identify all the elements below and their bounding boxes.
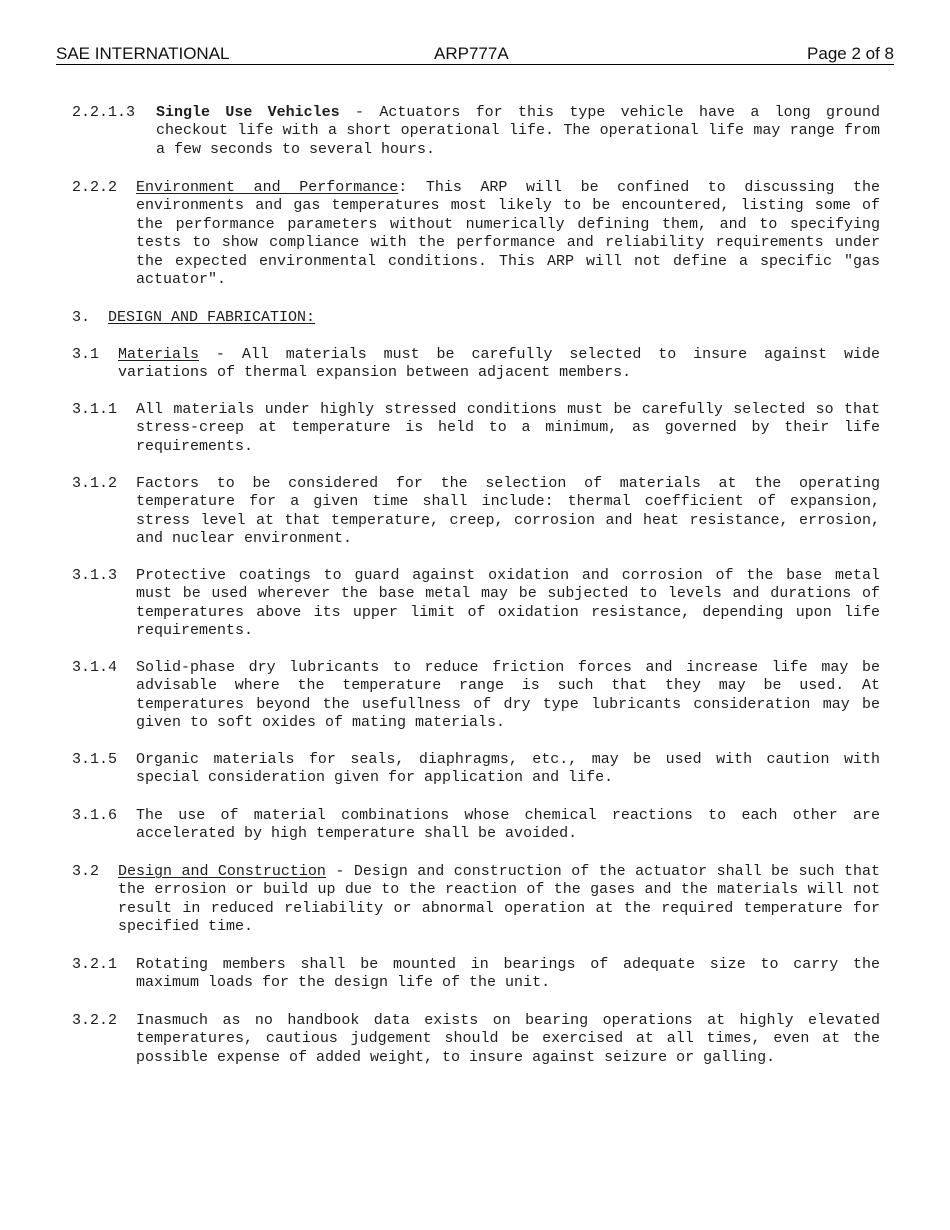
- section-number: 2.2.2: [72, 179, 118, 196]
- section-number: 3.: [72, 309, 91, 326]
- section-text: The use of material combinations whose chemical reactions to each other are accelerated by high temperature shall be avoided.: [136, 807, 880, 843]
- section-title: DESIGN AND FABRICATION:: [108, 309, 316, 326]
- section-title: Single Use Vehicles: [156, 104, 340, 121]
- section-title: Materials: [118, 346, 200, 363]
- section-text: Actuators for this type vehicle have a long ground checkout life with a short operational life. The operational life may range from a few seconds to several hours.: [156, 104, 881, 158]
- section-text: Solid-phase dry lubricants to reduce friction forces and increase life may be advisable where the temperature range is such that they may be used. At temperatures beyond the usefullness of dry type lubricants consideration may be given to soft oxides of mating materials.: [136, 659, 880, 732]
- section-body: Materials - All materials must be carefully selected to insure against wide variations of thermal expansion between adjacent members.: [118, 346, 880, 382]
- header-org: SAE INTERNATIONAL: [56, 44, 230, 63]
- section-number: 3.1: [72, 346, 100, 363]
- section-text: All materials under highly stressed conditions must be carefully selected so that stress-creep at temperature is held to a minimum, as governed by their life requirements.: [136, 401, 880, 455]
- section-number: 3.1.2: [72, 475, 118, 492]
- section-number: 3.1.3: [72, 567, 118, 584]
- section-body: [136, 475, 880, 549]
- section-number: 3.2: [72, 863, 100, 880]
- section-number: 3.1.4: [72, 659, 118, 676]
- section-number: 3.1.5: [72, 751, 118, 768]
- section-body: [108, 309, 880, 327]
- section-text: All materials must be carefully selected to insure against wide variations of thermal expansion between adjacent members.: [118, 346, 880, 382]
- section-title: Design and Construction: [118, 863, 326, 880]
- section-body: Design and Construction - Design and construction of the actuator shall be such that the errosion or build up due to the reaction of the gases and the materials will not result in reduced reliability or abnormal operation at the required temperature for specified time.: [118, 863, 880, 936]
- section-body: [136, 956, 880, 993]
- section-text: Factors to be considered for the selection of materials at the operating temperature for a given time shall include: thermal coefficient of expansion, stress level at that temperature, creep, corrosion and heat resistance, errosion, and nuclear environment.: [136, 475, 880, 548]
- section-text: Organic materials for seals, diaphragms, etc., may be used with caution with special consideration given for application and life.: [136, 751, 880, 787]
- section-body: [136, 751, 880, 788]
- section-body: Single Use Vehicles - Actuators for this type vehicle have a long ground checkout life with a short operational life. The operational life may range from a few seconds to several hours.: [156, 104, 881, 158]
- section-body: [136, 401, 880, 456]
- section-body: [136, 1012, 880, 1067]
- section-text: Design and construction of the actuator shall be such that the errosion or build up due to the reaction of the gases and the materials will not result in reduced reliability or abnormal operation at the required temperature for specified time.: [118, 863, 880, 936]
- section-text: Protective coatings to guard against oxidation and corrosion of the base metal must be used wherever the base metal may be subjected to levels and durations of temperatures above its upper limit of oxidation resistance, depending upon life requirements.: [136, 567, 880, 640]
- section-number: 3.2.2: [72, 1012, 118, 1029]
- section-number: 3.1.1: [72, 401, 118, 418]
- section-body: [136, 807, 880, 844]
- section-text: Rotating members shall be mounted in bearings of adequate size to carry the maximum loads for the design life of the unit.: [136, 956, 880, 992]
- page-header: [56, 44, 894, 65]
- section-number: 3.2.1: [72, 956, 118, 973]
- header-doc-id: ARP777A: [434, 44, 509, 63]
- section-title: Environment and Performance: [136, 179, 399, 196]
- section-text: This ARP will be confined to discussing the environments and gas temperatures most likely to be encountered, listing some of the performance parameters without numerically defining them, and to specifying tests to show compliance with the performance and reliability requirements under the expected environmental conditions. This ARP will not define a specific "gas actuator".: [136, 179, 880, 289]
- section-body: Environment and Performance: This ARP will be confined to discussing the environments and gas temperatures most likely to be encountered, listing some of the performance parameters without numerically defining them, and to specifying tests to show compliance with the performance and reliability requirements under the expected environmental conditions. This ARP will not define a specific "gas actuator".: [136, 179, 880, 289]
- section-text: Inasmuch as no handbook data exists on bearing operations at highly elevated temperatures, cautious judgement should be exercised at all times, even at the possible expense of added weight, to insure against seizure or galling.: [136, 1012, 880, 1066]
- section-body: [136, 659, 880, 733]
- section-number: 3.1.6: [72, 807, 118, 824]
- section-number: 2.2.1.3: [72, 104, 136, 121]
- section-body: [136, 567, 880, 641]
- header-page-number: Page 2 of 8: [807, 44, 894, 63]
